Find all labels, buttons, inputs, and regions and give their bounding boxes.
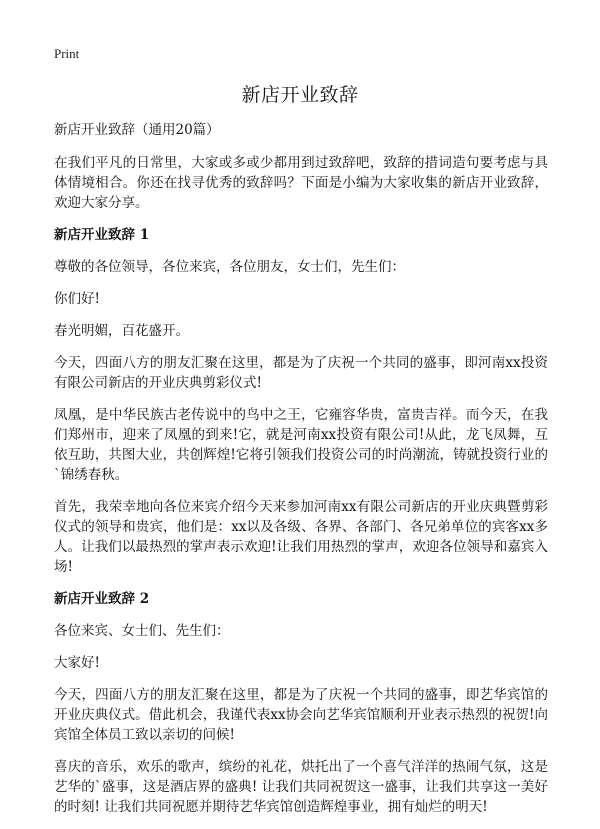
section-1 (54, 225, 548, 577)
body-paragraph: 凤凰，是中华民族古老传说中的鸟中之王，它雍容华贵，富贵吉祥。而今天，在我们郑州市，迎来了凤凰的到来!它，就是河南xx投资有限公司!从此，龙飞凤舞，互依互助，共图大业，共创辉煌!它将引领我们投资公司的时尚潮流，铸就投资行业的`锦绣春秋。 (54, 407, 548, 483)
body-paragraph: 今天，四面八方的朋友汇聚在这里，都是为了庆祝一个共同的盛事，即艺华宾馆的开业庆典仪式。借此机会，我谨代表xx协会向艺华宾馆顺利开业表示热烈的祝贺!向宾馆全体员工致以亲切的问候! (54, 687, 548, 743)
body-paragraph: 春光明媚，百花盛开。 (54, 323, 189, 339)
greeting-paragraph: 各位来宾、女士们、先生们： (54, 623, 230, 639)
body-paragraph: 今天，四面八方的朋友汇聚在这里，都是为了庆祝一个共同的盛事，即河南xx投资有限公司新店的开业庆典剪彩仪式! (54, 355, 548, 391)
section-2 (54, 589, 548, 817)
document-title: 新店开业致辞 (241, 84, 359, 106)
body-paragraph: 喜庆的音乐，欢乐的歌声，缤纷的礼花，烘托出了一个喜气洋洋的热闹气氛，这是艺华的`盛事，这是酒店界的盛典! 让我们共同祝贺这一盛事，让我们共享这一美好的时刻! 让我们共同祝愿并期待艺华宾馆创造辉煌事业，拥有灿烂的明天! (54, 759, 548, 815)
body-paragraph: 首先，我荣幸地向各位来宾介绍今天来参加河南xx有限公司新店的开业庆典暨剪彩仪式的领导和贵宾，他们是：xx以及各级、各界、各部门、各兄弟单位的宾客xx多人。让我们以最热烈的掌声表示欢迎!让我们用热烈的掌声，欢迎各位领导和嘉宾入场! (54, 499, 548, 575)
document-body (54, 120, 548, 829)
section-heading: 新店开业致辞 1 (54, 227, 150, 243)
section-heading: 新店开业致辞 2 (54, 591, 150, 607)
print-link[interactable]: Print (54, 46, 80, 61)
greeting-paragraph: 尊敬的各位领导，各位来宾，各位朋友，女士们，先生们： (54, 259, 405, 275)
hello-paragraph: 大家好! (54, 655, 100, 671)
intro-paragraph: 在我们平凡的日常里，大家或多或少都用到过致辞吧，致辞的措词造句要考虑与具体情境相合。你还在找寻优秀的致辞吗？下面是小编为大家收集的新店开业致辞，欢迎大家分享。 (54, 155, 548, 211)
document-subtitle: 新店开业致辞（通用20篇） (54, 122, 220, 138)
hello-paragraph: 你们好! (54, 291, 100, 307)
